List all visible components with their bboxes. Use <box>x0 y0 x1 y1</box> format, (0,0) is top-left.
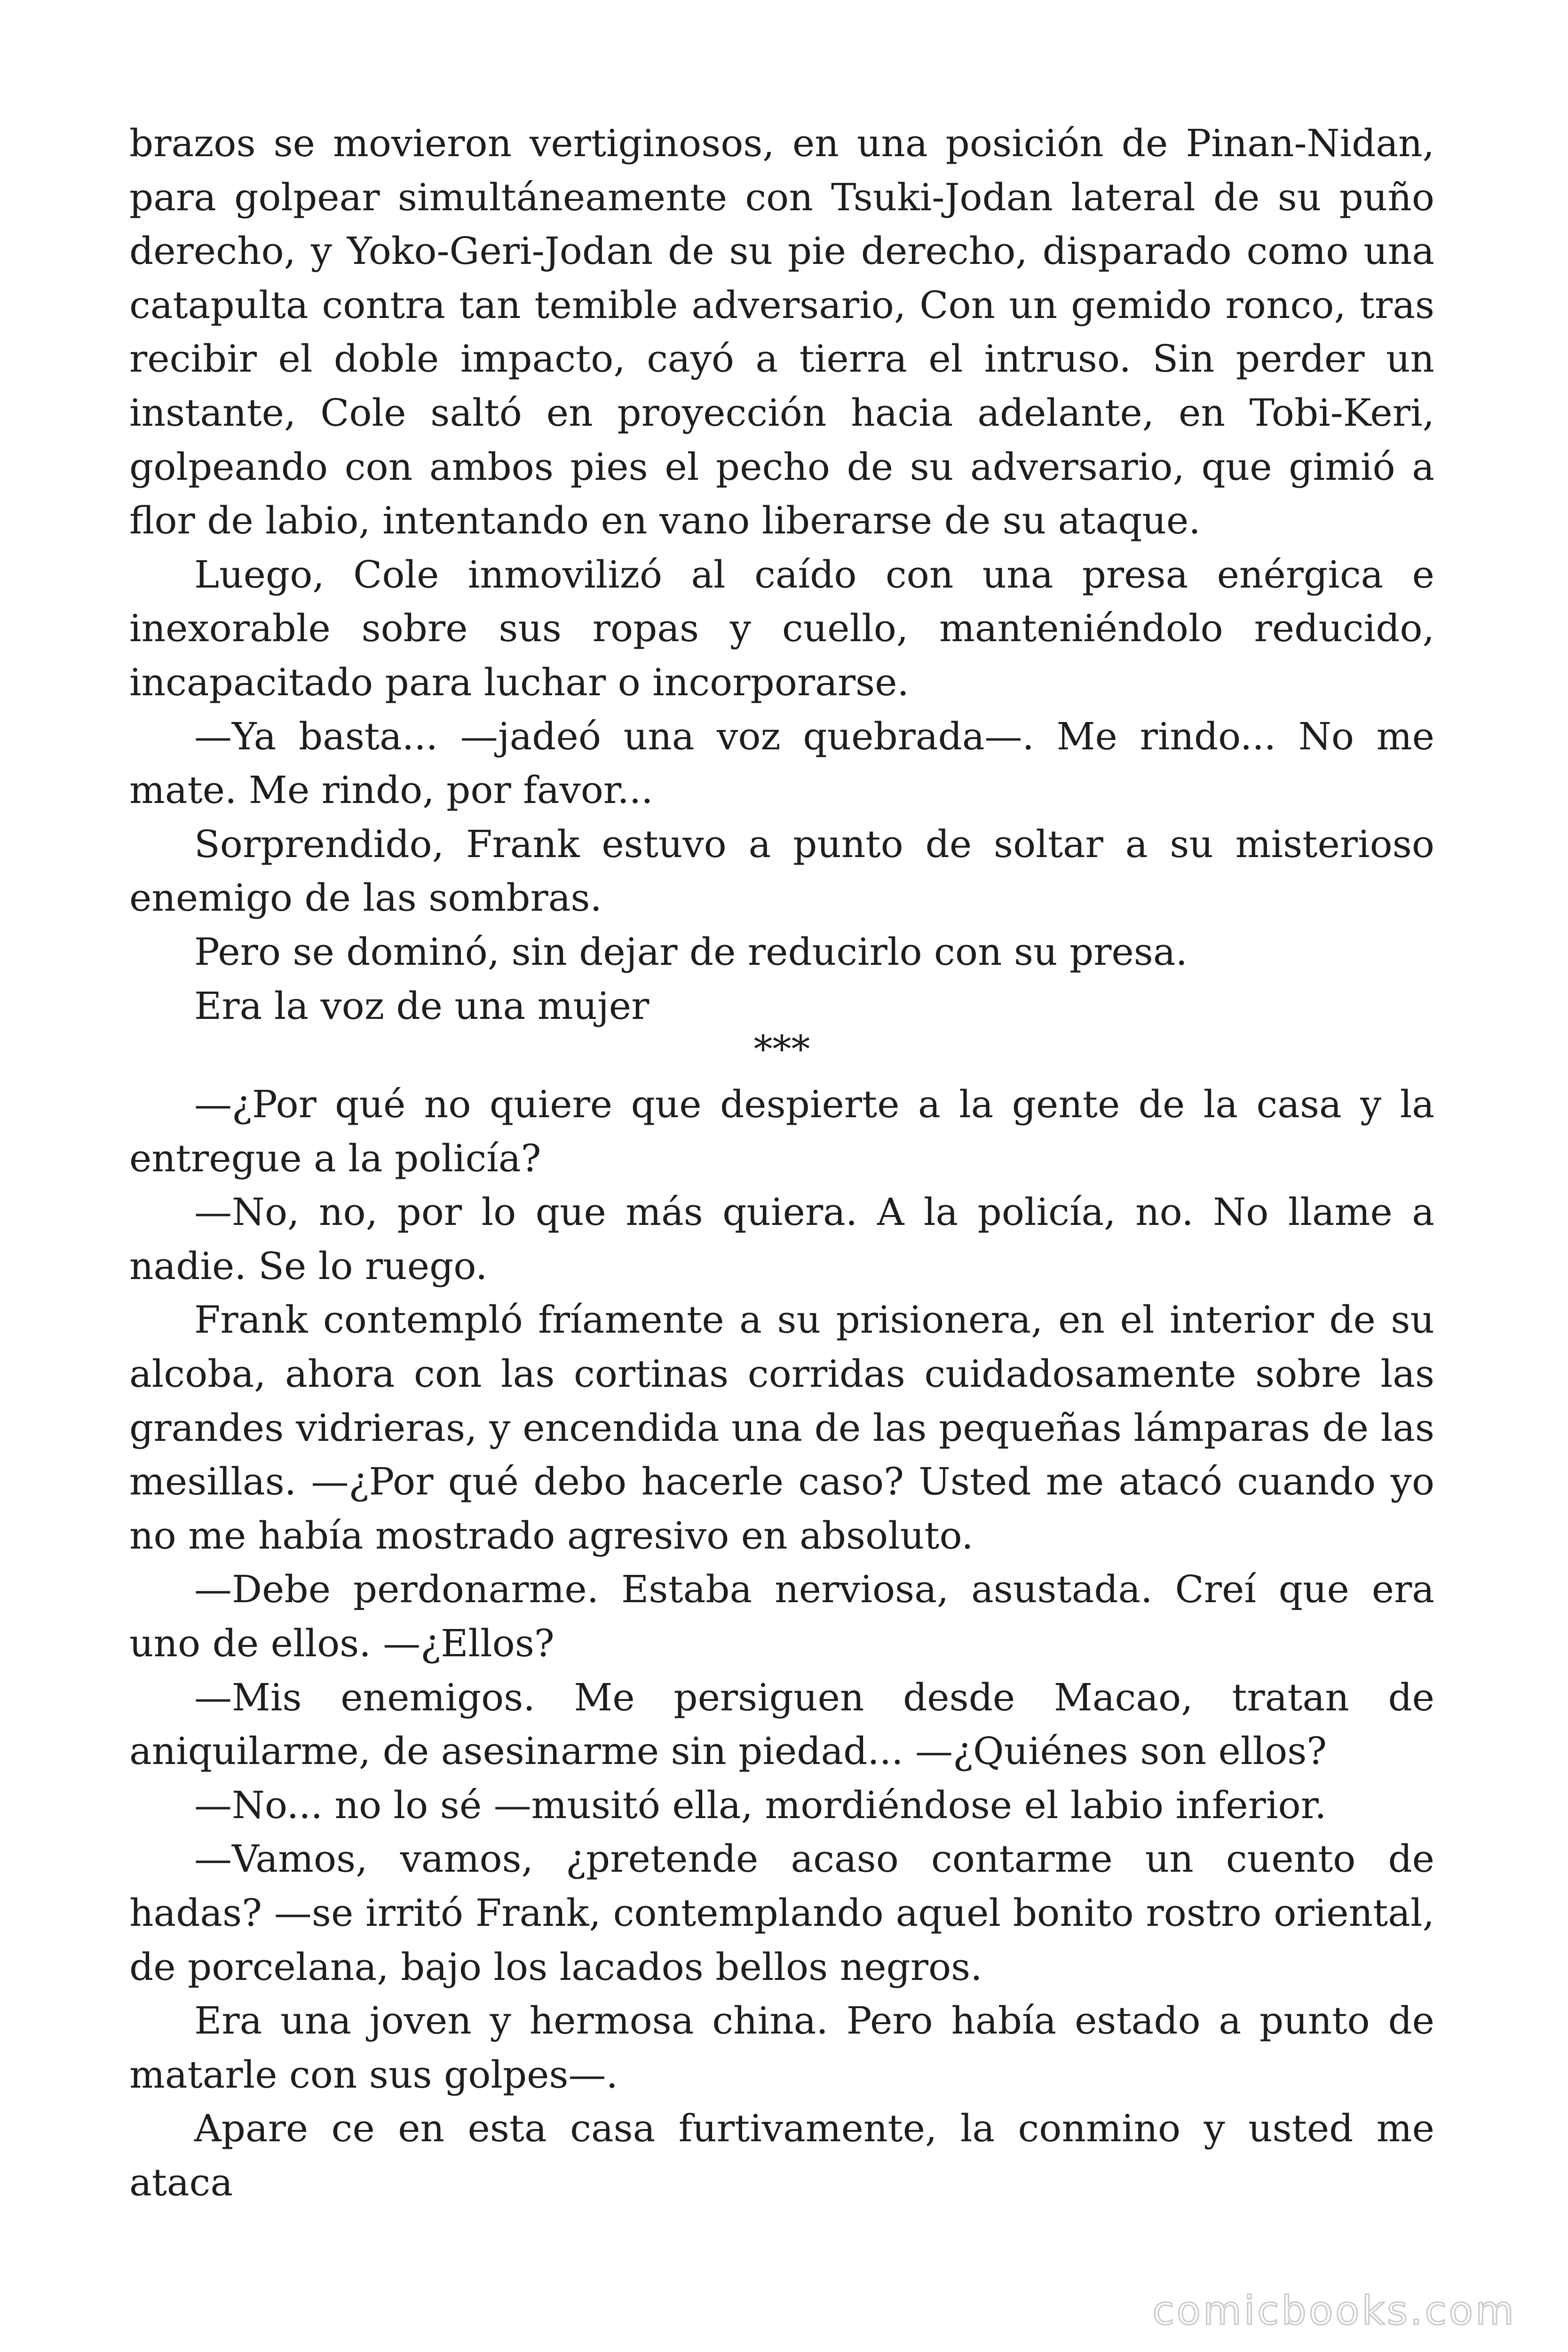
paragraph: Luego, Cole inmovilizó al caído con una presa enérgica e inexorable sobre sus ropas y cuello, manteniéndolo reducido, incapacitado para luchar o incorporarse. <box>129 552 1434 704</box>
paragraph: Pero se dominó, sin dejar de reducirlo con su presa. <box>194 930 1188 974</box>
paragraph: —No... no lo sé —musitó ella, mordiéndose el labio inferior. <box>194 1783 1327 1827</box>
paragraph: Sorprendido, Frank estuvo a punto de soltar a su misterioso enemigo de las sombras. <box>129 822 1434 920</box>
paragraph: Era una joven y hermosa china. Pero había estado a punto de matarle con sus golpes—. <box>129 1999 1434 2097</box>
body-text <box>129 117 1434 2210</box>
scene-separator: *** <box>753 1027 810 1072</box>
paragraph: —Debe perdonarme. Estaba nerviosa, asustada. Creí que era uno de ellos. —¿Ellos? <box>129 1567 1434 1666</box>
watermark-logo: comicbooks.com <box>1152 2288 1516 2334</box>
paragraph: —No, no, por lo que más quiera. A la policía, no. No llame a nadie. Se lo ruego. <box>129 1190 1434 1288</box>
paragraph: Era la voz de una mujer <box>194 984 649 1028</box>
paragraph: —¿Por qué no quiere que despierte a la gente de la casa y la entregue a la policía? <box>129 1082 1434 1180</box>
paragraph: brazos se movieron vertiginosos, en una posición de Pinan-Nidan, para golpear simultáneamente con Tsuki-Jodan lateral de su puño derecho, y Yoko-Geri-Jodan de su pie derecho, disparado como una catapulta contra tan temible adversario, Con un gemido ronco, tras recibir el doble impacto, cayó a tierra el intruso. Sin perder un instante, Cole saltó en proyección hacia adelante, en Tobi-Keri, golpeando con ambos pies el pecho de su adversario, que gimió a flor de labio, intentando en vano liberarse de su ataque. <box>129 121 1434 543</box>
paragraph: —Ya basta... —jadeó una voz quebrada—. Me rindo... No me mate. Me rindo, por favor... <box>129 714 1434 812</box>
paragraph: —Vamos, vamos, ¿pretende acaso contarme un cuento de hadas? —se irritó Frank, contemplando aquel bonito rostro oriental, de porcelana, bajo los lacados bellos negros. <box>129 1837 1434 1989</box>
paragraph: —Mis enemigos. Me persiguen desde Macao, tratan de aniquilarme, de asesinarme sin piedad... —¿Quiénes son ellos? <box>129 1675 1434 1773</box>
paragraph: Apare ce en esta casa furtivamente, la conmino y usted me ataca <box>129 2106 1434 2204</box>
paragraph: Frank contempló fríamente a su prisionera, en el interior de su alcoba, ahora con las cortinas corridas cuidadosamente sobre las grandes vidrieras, y encendida una de las pequeñas lámparas de las mesillas. —¿Por qué debo hacerle caso? Usted me atacó cuando yo no me había mostrado agresivo en absoluto. <box>129 1298 1434 1557</box>
